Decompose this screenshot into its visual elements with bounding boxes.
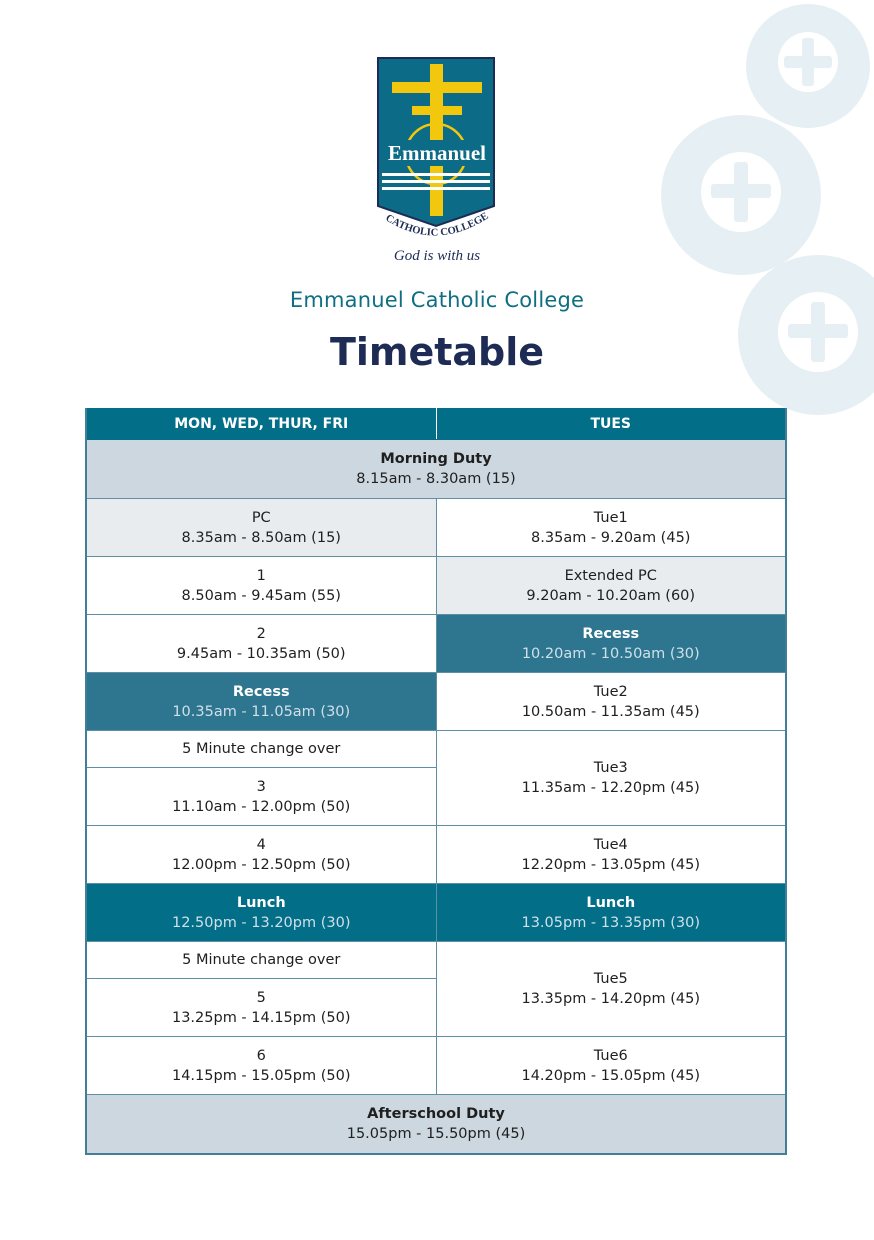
period-time: 14.20pm - 15.05pm (45) (521, 1067, 700, 1084)
table-row (86, 826, 786, 884)
changeover-2 (86, 942, 436, 979)
afterschool-duty-label: Afterschool Duty (367, 1106, 505, 1122)
period-6 (86, 1037, 436, 1095)
period-3 (86, 768, 436, 826)
lunch-tues (436, 884, 786, 942)
period-tue5 (436, 942, 786, 1037)
period-label: 2 (256, 625, 266, 642)
period-time: 9.20am - 10.20am (60) (526, 587, 696, 604)
period-label: 4 (256, 836, 266, 853)
period-label: Recess (232, 683, 290, 700)
period-time: 10.50am - 11.35am (45) (521, 703, 700, 720)
recess-mon-wed-thur-fri (86, 673, 436, 731)
period-label: Tue1 (593, 509, 628, 526)
period-label: Recess (582, 625, 640, 642)
recess-tues (436, 615, 786, 673)
table-row (86, 615, 786, 673)
period-time: 12.00pm - 12.50pm (50) (171, 856, 351, 873)
table-row (86, 1037, 786, 1095)
column-header-tues: TUES (436, 409, 786, 440)
period-label: 3 (256, 778, 266, 795)
table-row (86, 499, 786, 557)
period-2 (86, 615, 436, 673)
morning-duty-label: Morning Duty (380, 451, 492, 467)
table-row (86, 942, 786, 979)
period-1 (86, 557, 436, 615)
period-tue1 (436, 499, 786, 557)
period-time: 8.50am - 9.45am (55) (181, 587, 341, 604)
period-time: 9.45am - 10.35am (50) (176, 645, 346, 662)
period-time: 8.35am - 9.20am (45) (531, 529, 691, 546)
period-time: 8.35am - 8.50am (15) (181, 529, 341, 546)
morning-duty-time: 8.15am - 8.30am (15) (356, 471, 516, 487)
page-title: Timetable (329, 330, 545, 374)
svg-text:Emmanuel: Emmanuel (387, 141, 487, 165)
svg-text:CATHOLIC COLLEGE: CATHOLIC COLLEGE (383, 210, 491, 239)
changeover-label: 5 Minute change over (182, 952, 341, 968)
period-label: 5 (256, 989, 266, 1006)
period-label: Extended PC (564, 567, 657, 584)
period-time: 10.20am - 10.50am (30) (521, 645, 700, 662)
college-name: Emmanuel Catholic College (289, 288, 585, 312)
period-label: Tue3 (593, 760, 628, 776)
period-label: Lunch (586, 894, 636, 911)
table-row (86, 557, 786, 615)
period-tue4 (436, 826, 786, 884)
header-row (86, 409, 786, 440)
period-time: 12.50pm - 13.20pm (30) (171, 914, 351, 931)
period-5 (86, 979, 436, 1037)
afterschool-duty-cell (86, 1095, 786, 1155)
column-header-mon-wed-thur-fri: MON, WED, THUR, FRI (86, 409, 436, 440)
period-extended-pc (436, 557, 786, 615)
changeover-1 (86, 731, 436, 768)
period-4 (86, 826, 436, 884)
period-pc (86, 499, 436, 557)
table-row (86, 673, 786, 731)
period-label: Lunch (236, 894, 286, 911)
period-label: Tue5 (593, 971, 628, 987)
period-tue6 (436, 1037, 786, 1095)
period-label: 1 (256, 567, 266, 584)
period-time: 13.25pm - 14.15pm (50) (171, 1009, 351, 1026)
period-time: 13.35pm - 14.20pm (45) (521, 991, 700, 1007)
lunch-mon-wed-thur-fri (86, 884, 436, 942)
college-crest-logo (374, 56, 500, 268)
period-time: 13.05pm - 13.35pm (30) (521, 914, 700, 931)
morning-duty-cell (86, 440, 786, 499)
period-time: 11.10am - 12.00pm (50) (172, 798, 351, 815)
period-label: Tue4 (593, 836, 628, 853)
period-tue2 (436, 673, 786, 731)
svg-text:God is with us: God is with us (393, 248, 481, 264)
changeover-label: 5 Minute change over (182, 741, 341, 757)
period-label: Tue6 (593, 1047, 628, 1064)
period-label: 6 (256, 1047, 266, 1064)
period-time: 10.35am - 11.05am (30) (172, 703, 351, 720)
period-tue3 (436, 731, 786, 826)
period-label: PC (251, 509, 271, 526)
morning-duty-row (86, 440, 786, 499)
timetable (85, 408, 787, 1155)
afterschool-duty-time: 15.05pm - 15.50pm (45) (346, 1126, 526, 1142)
period-time: 14.15pm - 15.05pm (50) (171, 1067, 351, 1084)
period-time: 11.35am - 12.20pm (45) (521, 780, 700, 796)
period-time: 12.20pm - 13.05pm (45) (521, 856, 700, 873)
afterschool-duty-row (86, 1095, 786, 1155)
period-label: Tue2 (593, 683, 628, 700)
table-row (86, 884, 786, 942)
table-row (86, 731, 786, 768)
